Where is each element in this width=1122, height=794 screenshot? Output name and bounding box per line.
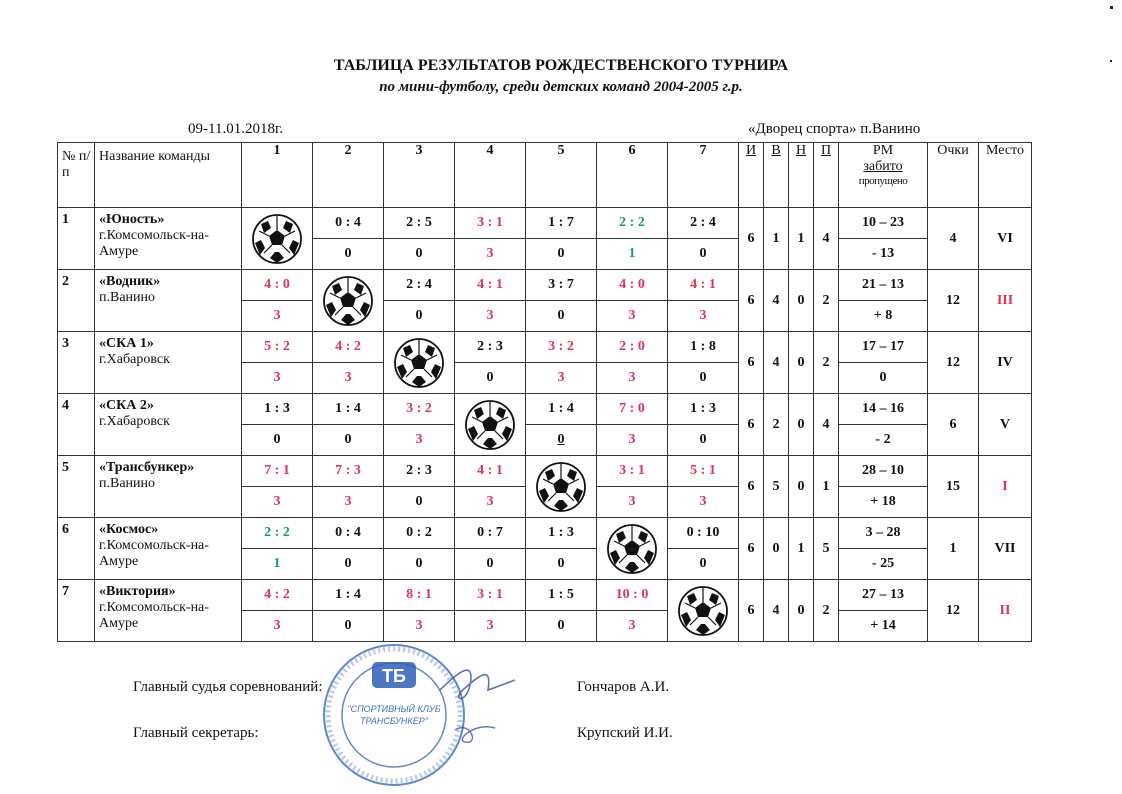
col-goals-header	[839, 143, 928, 208]
games-won: 4	[764, 580, 789, 642]
soccer-ball-icon	[251, 213, 303, 265]
match-score: 2 : 0	[597, 332, 668, 363]
goals-ratio: 28 – 10	[839, 456, 928, 487]
soccer-ball-icon	[677, 585, 729, 637]
match-score: 2 : 3	[455, 332, 526, 363]
match-points: 0	[526, 549, 597, 580]
page-subtitle: по мини-футболу, среди детских команд 2004-2005 г.р.	[379, 79, 743, 95]
goals-ratio: 10 – 23	[839, 208, 928, 239]
col-game-header: 1	[242, 143, 313, 208]
match-score: 1 : 5	[526, 580, 597, 611]
team-points: 4	[928, 208, 979, 270]
games-won: 5	[764, 456, 789, 518]
team-place: V	[979, 394, 1032, 456]
secretary-name: Крупский И.И.	[577, 725, 673, 741]
goal-difference: - 13	[839, 239, 928, 270]
match-points: 1	[597, 239, 668, 270]
match-points: 3	[526, 363, 597, 394]
match-score: 7 : 3	[313, 456, 384, 487]
team-points: 6	[928, 394, 979, 456]
table-row	[58, 208, 1032, 239]
match-points: 0	[313, 239, 384, 270]
match-score: 3 : 1	[455, 208, 526, 239]
goals-ratio: 3 – 28	[839, 518, 928, 549]
team-name-cell	[95, 208, 242, 270]
games-won: 4	[764, 332, 789, 394]
table-row	[58, 580, 1032, 611]
col-place-header: Место	[979, 143, 1032, 208]
match-points: 0	[526, 239, 597, 270]
team-name-cell	[95, 332, 242, 394]
games-won: 4	[764, 270, 789, 332]
team-place: VII	[979, 518, 1032, 580]
match-points: 0	[384, 487, 455, 518]
match-score: 2 : 3	[384, 456, 455, 487]
soccer-ball-icon	[464, 399, 516, 451]
team-number: 1	[58, 208, 95, 270]
team-points: 1	[928, 518, 979, 580]
match-points: 0	[455, 363, 526, 394]
team-city: г.Комсомольск-на-Амуре	[99, 600, 209, 631]
judge-name: Гончаров А.И.	[577, 679, 670, 695]
match-points: 1	[242, 549, 313, 580]
match-points: 0	[313, 611, 384, 642]
games-drawn: 0	[789, 394, 814, 456]
games-lost: 2	[814, 332, 839, 394]
soccer-ball-icon	[606, 523, 658, 575]
games-lost: 2	[814, 270, 839, 332]
team-place: III	[979, 270, 1032, 332]
match-score: 1 : 8	[668, 332, 739, 363]
secretary-label: Главный секретарь:	[133, 725, 259, 741]
col-draw-header: Н	[789, 143, 814, 208]
match-score: 5 : 2	[242, 332, 313, 363]
goal-difference: + 18	[839, 487, 928, 518]
col-goals-line3: пропущено	[858, 175, 908, 187]
match-score: 3 : 1	[597, 456, 668, 487]
team-points: 12	[928, 580, 979, 642]
self-match-cell	[526, 456, 597, 518]
stamp-text-1: "СПОРТИВНЫЙ КЛУБ	[347, 704, 441, 714]
games-played: 6	[739, 580, 764, 642]
team-city: п.Ванино	[99, 476, 156, 491]
stamp-text-2: ТРАНСБУНКЕР"	[360, 716, 428, 726]
games-lost: 5	[814, 518, 839, 580]
team-name: «СКА 1»	[99, 336, 154, 351]
match-score: 4 : 0	[242, 270, 313, 301]
team-points: 12	[928, 270, 979, 332]
match-points: 3	[313, 487, 384, 518]
stamp-logo: ТБ	[382, 666, 406, 686]
match-points: 0	[668, 239, 739, 270]
match-score: 3 : 2	[384, 394, 455, 425]
match-points: 0	[313, 425, 384, 456]
games-lost: 1	[814, 456, 839, 518]
corner-mark	[1110, 6, 1113, 9]
match-points: 0	[384, 549, 455, 580]
table-row	[58, 332, 1032, 363]
col-game-header: 4	[455, 143, 526, 208]
match-points: 3	[597, 487, 668, 518]
match-points: 0	[526, 301, 597, 332]
match-score: 0 : 7	[455, 518, 526, 549]
games-played: 6	[739, 332, 764, 394]
match-points: 3	[242, 611, 313, 642]
soccer-ball-icon	[393, 337, 445, 389]
match-points: 0	[526, 611, 597, 642]
match-points: 3	[597, 363, 668, 394]
self-match-cell	[597, 518, 668, 580]
games-drawn: 0	[789, 332, 814, 394]
col-name-header: Название команды	[95, 143, 242, 208]
col-points-header: Очки	[928, 143, 979, 208]
games-drawn: 1	[789, 208, 814, 270]
team-name: «Космос»	[99, 522, 159, 537]
match-points: 0	[668, 363, 739, 394]
soccer-ball-icon	[535, 461, 587, 513]
match-score: 1 : 4	[526, 394, 597, 425]
games-drawn: 0	[789, 456, 814, 518]
page-title: ТАБЛИЦА РЕЗУЛЬТАТОВ РОЖДЕСТВЕНСКОГО ТУРНИРА	[333, 57, 789, 74]
match-score: 1 : 4	[313, 394, 384, 425]
games-played: 6	[739, 518, 764, 580]
corner-mark	[1110, 60, 1112, 62]
self-match-cell	[668, 580, 739, 642]
team-name-cell	[95, 456, 242, 518]
col-game-header: 3	[384, 143, 455, 208]
match-score: 0 : 4	[313, 208, 384, 239]
team-name-cell	[95, 518, 242, 580]
match-points: 0	[455, 549, 526, 580]
match-score: 7 : 1	[242, 456, 313, 487]
signature-mark	[420, 650, 540, 760]
team-name-cell	[95, 580, 242, 642]
goals-ratio: 27 – 13	[839, 580, 928, 611]
match-score: 0 : 10	[668, 518, 739, 549]
team-number: 6	[58, 518, 95, 580]
games-drawn: 0	[789, 580, 814, 642]
match-score: 3 : 7	[526, 270, 597, 301]
team-name: «Трансбункер»	[99, 460, 195, 475]
team-number: 7	[58, 580, 95, 642]
tournament-date: 09-11.01.2018г.	[188, 121, 284, 137]
match-points: 0	[668, 425, 739, 456]
table-row	[58, 518, 1032, 549]
match-score: 1 : 7	[526, 208, 597, 239]
match-score: 7 : 0	[597, 394, 668, 425]
match-points: 0	[384, 301, 455, 332]
games-drawn: 1	[789, 518, 814, 580]
col-lost-header: П	[814, 143, 839, 208]
team-name: «Виктория»	[99, 584, 176, 599]
match-points: 3	[668, 487, 739, 518]
team-city: п.Ванино	[99, 290, 156, 305]
match-points: 3	[242, 363, 313, 394]
match-points: 3	[455, 301, 526, 332]
games-drawn: 0	[789, 270, 814, 332]
team-points: 15	[928, 456, 979, 518]
results-table	[57, 142, 1032, 642]
match-points: 3	[384, 425, 455, 456]
col-game-header: 6	[597, 143, 668, 208]
match-score: 0 : 4	[313, 518, 384, 549]
team-name: «СКА 2»	[99, 398, 154, 413]
goals-ratio: 17 – 17	[839, 332, 928, 363]
match-score: 2 : 2	[597, 208, 668, 239]
col-goals-line1: РМ	[872, 143, 894, 158]
team-place: I	[979, 456, 1032, 518]
team-place: IV	[979, 332, 1032, 394]
col-game-header: 5	[526, 143, 597, 208]
goals-ratio: 14 – 16	[839, 394, 928, 425]
games-won: 1	[764, 208, 789, 270]
team-city: г.Хабаровск	[99, 414, 170, 429]
match-score: 4 : 2	[313, 332, 384, 363]
match-score: 10 : 0	[597, 580, 668, 611]
self-match-cell	[384, 332, 455, 394]
match-points: 3	[668, 301, 739, 332]
match-score: 3 : 2	[526, 332, 597, 363]
col-won-header: В	[764, 143, 789, 208]
team-place: VI	[979, 208, 1032, 270]
match-score: 4 : 1	[455, 270, 526, 301]
header-row	[58, 143, 1032, 208]
match-points: 0	[668, 549, 739, 580]
table-row	[58, 394, 1032, 425]
match-score: 2 : 4	[384, 270, 455, 301]
games-lost: 4	[814, 208, 839, 270]
games-lost: 4	[814, 394, 839, 456]
match-points: 3	[242, 301, 313, 332]
match-score: 1 : 3	[668, 394, 739, 425]
soccer-ball-icon	[322, 275, 374, 327]
match-score: 3 : 1	[455, 580, 526, 611]
match-score: 4 : 1	[455, 456, 526, 487]
goal-difference: - 25	[839, 549, 928, 580]
games-played: 6	[739, 270, 764, 332]
match-points: 3	[455, 487, 526, 518]
goal-difference: + 8	[839, 301, 928, 332]
games-won: 2	[764, 394, 789, 456]
match-score: 2 : 2	[242, 518, 313, 549]
team-number: 3	[58, 332, 95, 394]
match-score: 4 : 0	[597, 270, 668, 301]
match-score: 1 : 3	[242, 394, 313, 425]
team-number: 5	[58, 456, 95, 518]
games-played: 6	[739, 456, 764, 518]
goal-difference: + 14	[839, 611, 928, 642]
match-points: 3	[313, 363, 384, 394]
match-score: 0 : 2	[384, 518, 455, 549]
games-played: 6	[739, 208, 764, 270]
match-points: 3	[597, 611, 668, 642]
match-points: 0	[242, 425, 313, 456]
team-name: «Юность»	[99, 212, 165, 227]
goal-difference: 0	[839, 363, 928, 394]
match-points: 0	[384, 239, 455, 270]
match-score: 1 : 3	[526, 518, 597, 549]
team-points: 12	[928, 332, 979, 394]
tournament-venue: «Дворец спорта» п.Ванино	[748, 121, 921, 137]
col-num-header: № п/п	[58, 143, 95, 208]
col-game-header: 7	[668, 143, 739, 208]
table-row	[58, 270, 1032, 301]
col-goals-line2: забито	[863, 159, 903, 174]
match-score: 4 : 2	[242, 580, 313, 611]
team-name-cell	[95, 394, 242, 456]
team-number: 4	[58, 394, 95, 456]
self-match-cell	[455, 394, 526, 456]
team-number: 2	[58, 270, 95, 332]
match-points: 3	[597, 301, 668, 332]
team-place: II	[979, 580, 1032, 642]
match-points: 3	[242, 487, 313, 518]
team-city: г.Комсомольск-на-Амуре	[99, 228, 209, 259]
games-lost: 2	[814, 580, 839, 642]
team-name-cell	[95, 270, 242, 332]
col-played-header: И	[739, 143, 764, 208]
team-name: «Водник»	[99, 274, 161, 289]
match-points: 3	[455, 239, 526, 270]
goal-difference: - 2	[839, 425, 928, 456]
match-score: 2 : 5	[384, 208, 455, 239]
match-points: 0	[526, 425, 597, 456]
table-row	[58, 456, 1032, 487]
match-score: 1 : 4	[313, 580, 384, 611]
match-score: 2 : 4	[668, 208, 739, 239]
match-points: 3	[455, 611, 526, 642]
games-won: 0	[764, 518, 789, 580]
match-points: 3	[597, 425, 668, 456]
match-points: 3	[384, 611, 455, 642]
judge-label: Главный судья соревнований:	[133, 679, 323, 695]
match-score: 8 : 1	[384, 580, 455, 611]
col-game-header: 2	[313, 143, 384, 208]
team-city: г.Хабаровск	[99, 352, 170, 367]
match-score: 4 : 1	[668, 270, 739, 301]
team-city: г.Комсомольск-на-Амуре	[99, 538, 209, 569]
games-played: 6	[739, 394, 764, 456]
self-match-cell	[313, 270, 384, 332]
goals-ratio: 21 – 13	[839, 270, 928, 301]
self-match-cell	[242, 208, 313, 270]
match-points: 0	[313, 549, 384, 580]
match-score: 5 : 1	[668, 456, 739, 487]
